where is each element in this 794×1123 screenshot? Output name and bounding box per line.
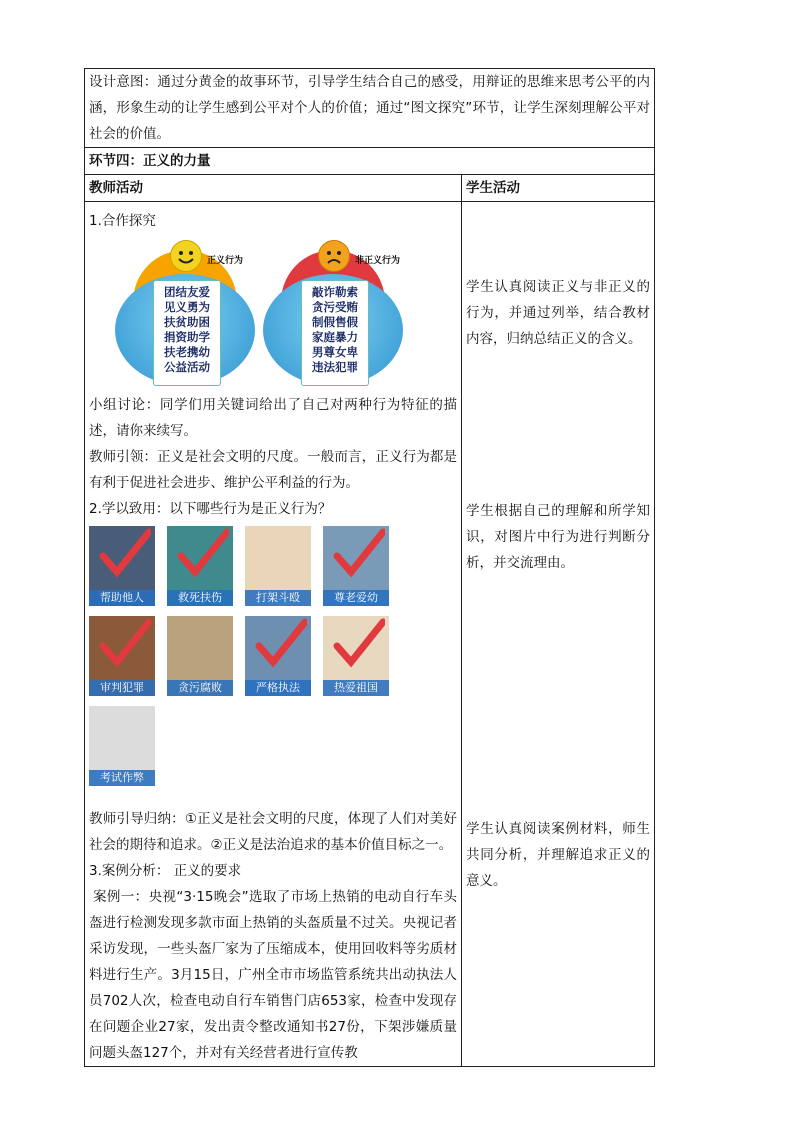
sad-face-icon (318, 240, 350, 272)
unjust-item: 违法犯罪 (312, 360, 358, 374)
behavior-photo-grid (89, 526, 457, 786)
just-item: 公益活动 (164, 360, 210, 374)
checkmark-icon (99, 618, 151, 668)
unjust-item: 敲诈勒索 (312, 285, 358, 299)
just-behavior-bubble (115, 238, 255, 388)
behavior-photo (89, 526, 155, 606)
student-header-cell (462, 175, 655, 202)
behavior-photo (89, 706, 155, 786)
design-intent-cell (85, 69, 655, 148)
lesson-plan-table (84, 68, 655, 1067)
section-title-cell (85, 148, 655, 175)
unjust-item: 制假售假 (312, 315, 358, 329)
checkmark-icon (99, 528, 151, 578)
unjust-behavior-title: 非正义行为 (355, 256, 401, 266)
student-activity-header: 学生活动 (466, 180, 520, 196)
photo-caption: 尊老爱幼 (323, 590, 389, 606)
teacher-guide-text: 教师引领：正义是社会文明的尺度。一般而言，正义行为都是有利于促进社会进步、维护公平利益的行为。 (89, 449, 457, 491)
student-activity-cell (462, 202, 655, 1067)
just-item: 扶贫助困 (164, 315, 210, 329)
photo-caption: 热爱祖国 (323, 680, 389, 696)
student-activity-3: 学生认真阅读案例材料，师生共同分析，并理解追求正义的意义。 (466, 821, 650, 889)
behavior-photo (323, 616, 389, 696)
teacher-activity-cell (85, 202, 462, 1067)
behavior-photo (167, 616, 233, 696)
behavior-photo (167, 526, 233, 606)
lesson-plan-page (84, 68, 654, 1067)
student-activity-1: 学生认真阅读正义与非正义的行为，并通过列举，结合教材内容，归纳总结正义的含义。 (466, 279, 650, 347)
unjust-item: 男尊女卑 (312, 345, 358, 359)
just-behavior-list (153, 280, 221, 386)
smiley-face-icon (170, 240, 202, 272)
behavior-photo (245, 526, 311, 606)
just-behavior-title: 正义行为 (207, 256, 244, 266)
photo-caption: 审判犯罪 (89, 680, 155, 696)
section-title: 环节四：正义的力量 (89, 153, 211, 169)
unjust-behavior-bubble (263, 238, 403, 388)
teacher-activity-header: 教师活动 (89, 180, 143, 196)
behavior-photo (245, 616, 311, 696)
behavior-photo (89, 616, 155, 696)
checkmark-icon (255, 618, 307, 668)
design-intent-text: 设计意图：通过分黄金的故事环节，引导学生结合自己的感受，用辩证的思维来思考公平的内涵，形象生动的让学生感到公平对个人的价值；通过“图文探究”环节，让学生深刻理解公平对社会的价值。 (89, 74, 650, 142)
photo-caption: 贪污腐败 (167, 680, 233, 696)
just-item: 扶老携幼 (164, 345, 210, 359)
photo-caption: 严格执法 (245, 680, 311, 696)
student-activity-2: 学生根据自己的理解和所学知识，对图片中行为进行判断分析，并交流理由。 (466, 503, 650, 571)
teacher-conclusion-text: 教师引导归纳：①正义是社会文明的尺度，体现了人们对美好社会的期待和追求。②正义是法治追求的基本价值目标之一。 (89, 811, 457, 853)
justice-diagram (89, 238, 457, 388)
just-item: 见义勇为 (164, 300, 210, 314)
step1-title: 1.合作探究 (89, 213, 156, 229)
photo-caption: 帮助他人 (89, 590, 155, 606)
just-item: 团结友爱 (164, 285, 210, 299)
unjust-item: 家庭暴力 (312, 330, 358, 344)
photo-caption: 打架斗殴 (245, 590, 311, 606)
checkmark-icon (333, 528, 385, 578)
case1-text: 案例一：央视“3·15晚会”选取了市场上热销的电动自行车头盔进行检测发现多款市面上热销的头盔质量不过关。央视记者采访发现，一些头盔厂家为了压缩成本，使用回收料等劣质材料进行生产。3月15日，广州全市市场监管系统共出动执法人员702人次，检查电动自行车销售门店653家，检查中发现存在问题企业27家，发出责令整改通知书27份，下架涉嫌质量问题头盔127个，并对有关经营者进行宣传教 (89, 889, 457, 1061)
photo-caption: 救死扶伤 (167, 590, 233, 606)
step3-title: 3.案例分析： 正义的要求 (89, 863, 242, 879)
behavior-photo (323, 526, 389, 606)
photo-caption: 考试作弊 (89, 770, 155, 786)
group-discussion-text: 小组讨论：同学们用关键词给出了自己对两种行为特征的描述，请你来续写。 (89, 397, 457, 439)
step2-title: 2.学以致用：以下哪些行为是正义行为？ (89, 501, 332, 517)
unjust-item: 贪污受贿 (312, 300, 358, 314)
unjust-behavior-list (301, 280, 369, 386)
just-item: 捐资助学 (164, 330, 210, 344)
teacher-header-cell (85, 175, 462, 202)
checkmark-icon (333, 618, 385, 668)
checkmark-icon (177, 528, 229, 578)
